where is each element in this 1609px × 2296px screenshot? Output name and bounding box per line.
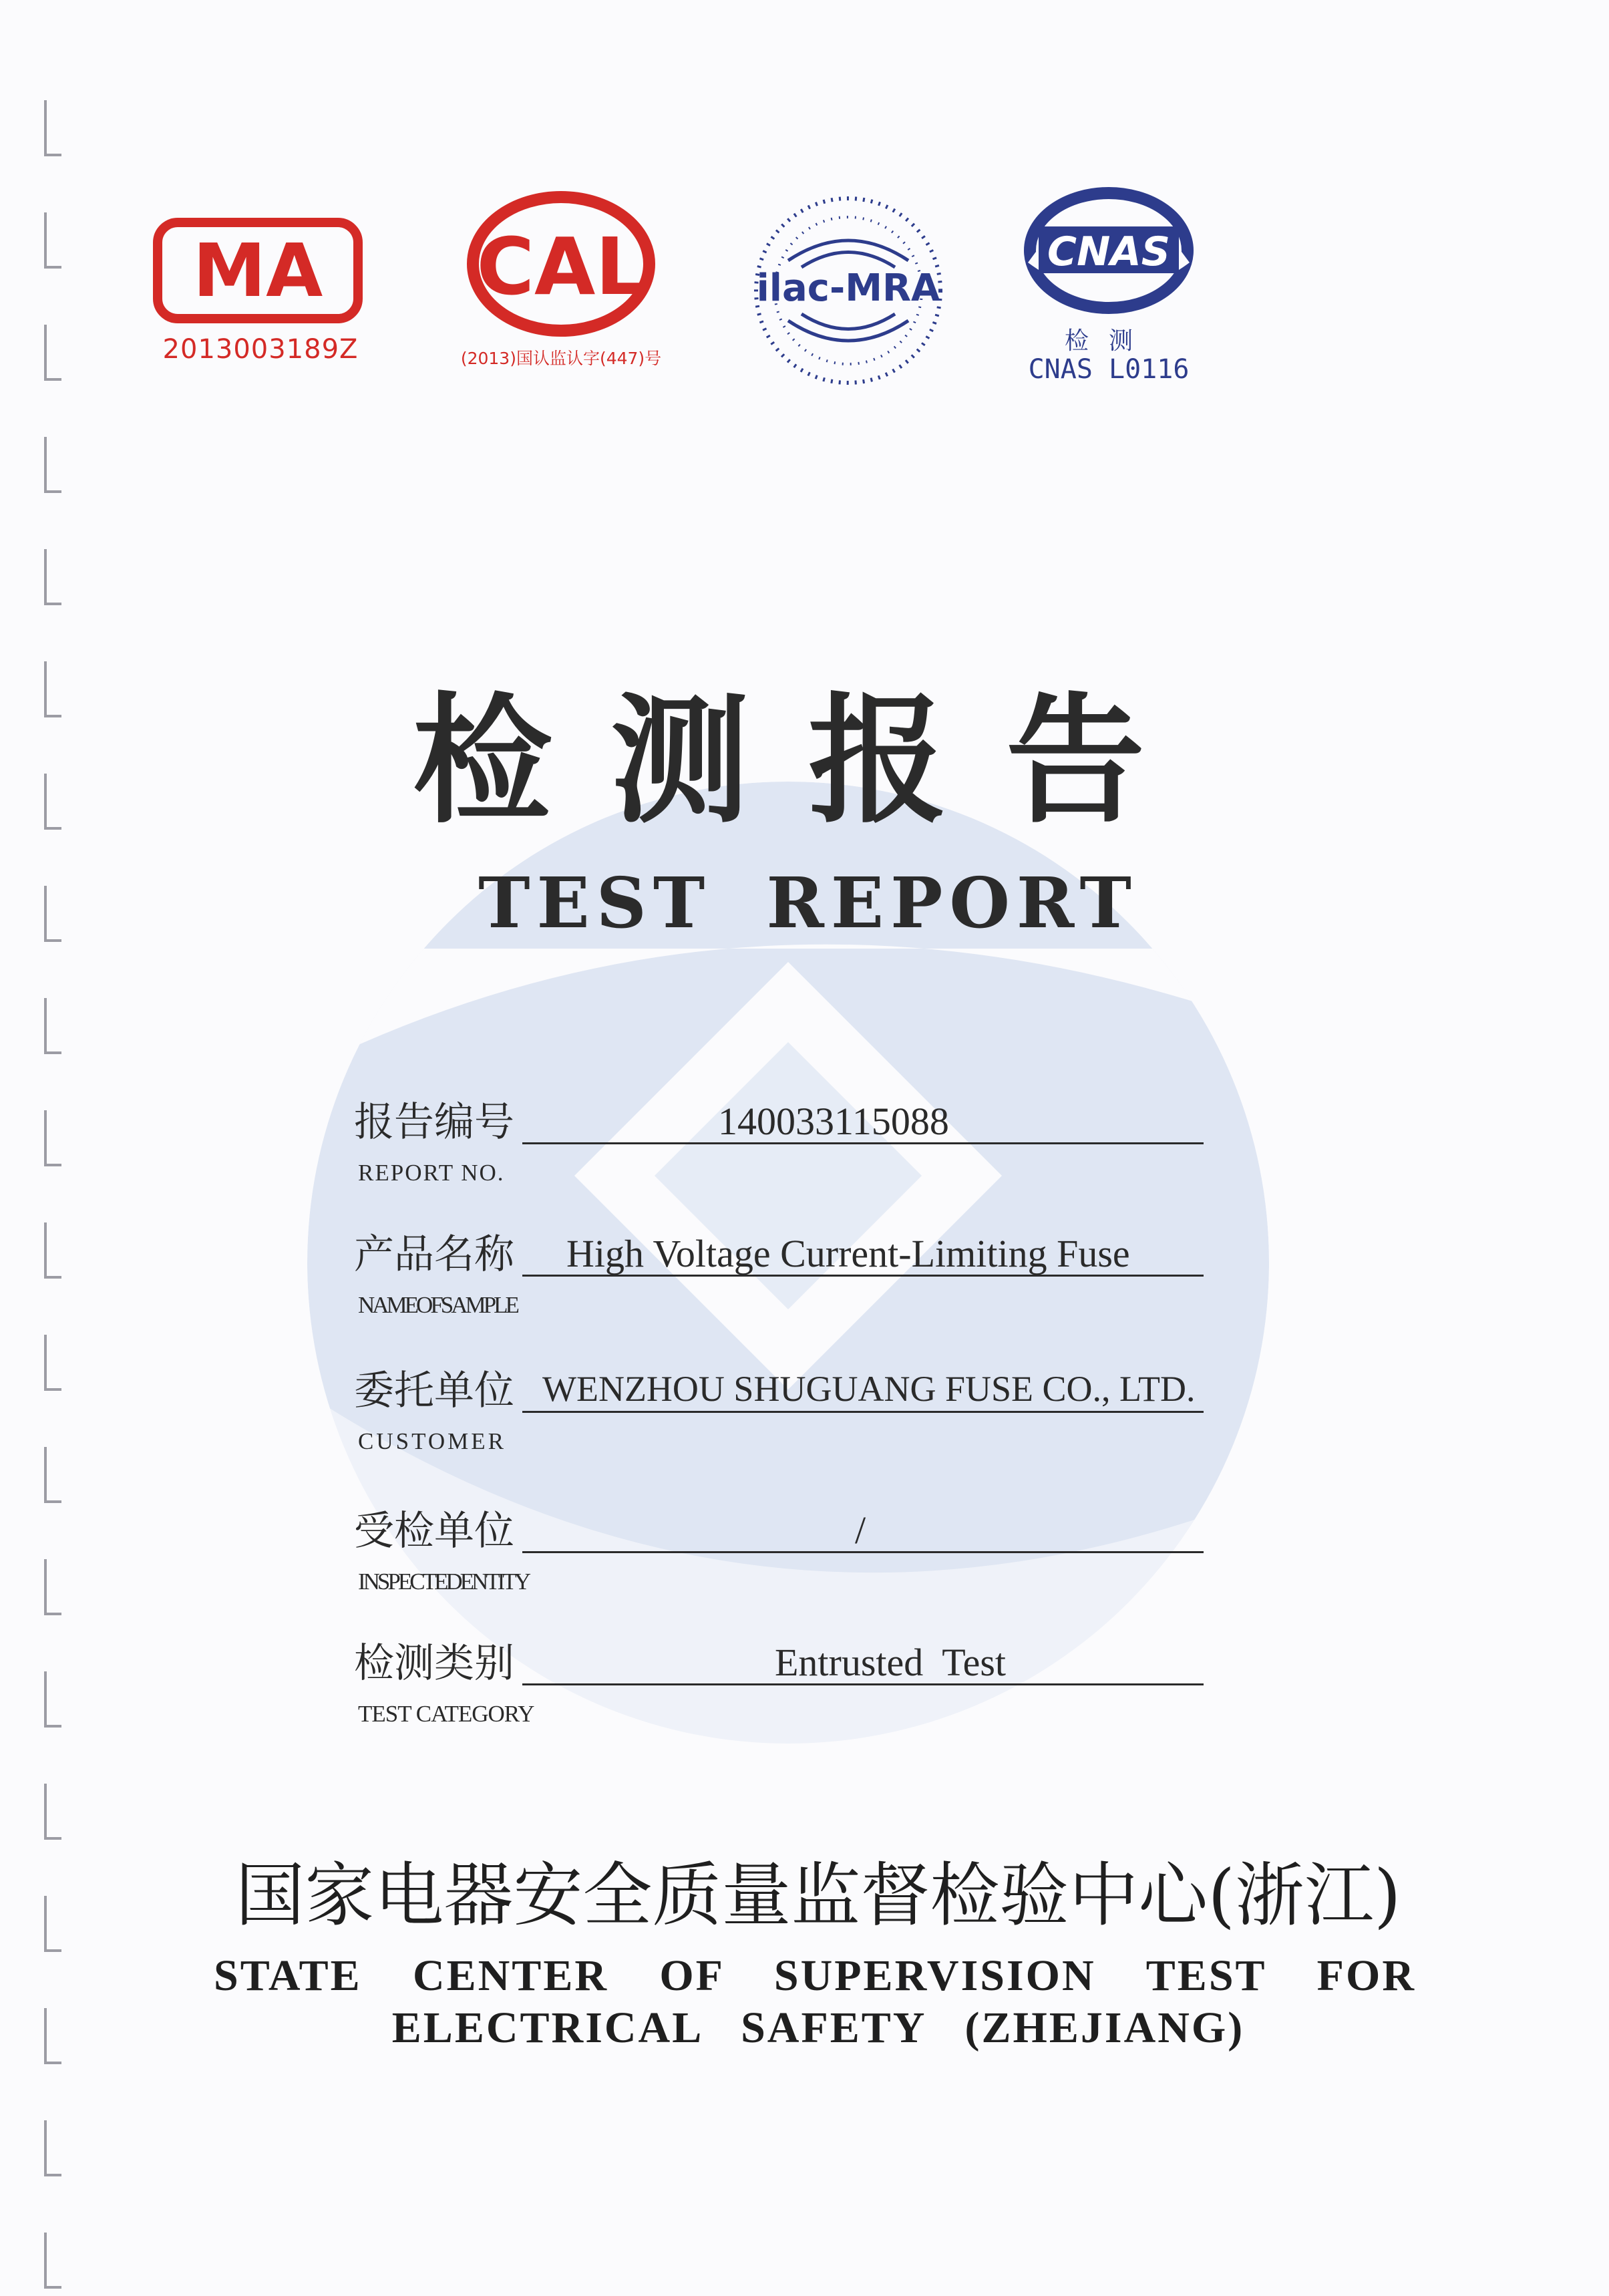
field-label-cn: 检测类别	[354, 1640, 514, 1687]
field-value: High Voltage Current-Limiting Fuse	[566, 1232, 1130, 1275]
field-label-en: REPORT NO.	[358, 1160, 505, 1186]
field-label-en: INSPECTEDENTITY	[358, 1569, 528, 1595]
field-inspected-entity	[354, 1508, 1289, 1645]
institution-name-cn: 国家电器安全质量监督检验中心(浙江)	[235, 1854, 1401, 1936]
field-label-cn: 产品名称	[354, 1231, 514, 1278]
field-value: 140033115088	[718, 1100, 949, 1143]
field-underline	[522, 1411, 1204, 1413]
cal-certificate-number: (2013)国认监认字(447)号	[460, 349, 662, 368]
ma-logo	[152, 217, 363, 324]
cnas-label-cn: 检测	[1064, 327, 1153, 355]
ma-logo-mark: MA	[192, 228, 323, 313]
field-sample-name	[354, 1231, 1289, 1368]
field-report-no	[354, 1099, 1289, 1236]
report-title-en: TEST REPORT	[478, 862, 1138, 944]
field-label-cn: 委托单位	[354, 1367, 514, 1414]
cnas-logo-mark: CNAS	[1047, 228, 1170, 275]
field-label-cn: 受检单位	[354, 1508, 514, 1554]
cal-logo-mark: CAL	[476, 220, 646, 313]
field-value: WENZHOU SHUGUANG FUSE CO., LTD.	[542, 1369, 1196, 1409]
field-test-category	[354, 1640, 1289, 1777]
report-title-cn: 检测报告	[413, 679, 1204, 842]
institution-name-en-line2: ELECTRICAL SAFETY (ZHEJIANG)	[391, 2003, 1245, 2052]
field-label-cn: 报告编号	[354, 1099, 514, 1146]
field-value: Entrusted Test	[775, 1641, 1007, 1684]
field-value: /	[855, 1508, 866, 1552]
field-label-en: TEST CATEGORY	[358, 1701, 534, 1727]
cnas-accreditation-code: CNAS L0116	[1028, 354, 1190, 385]
field-label-en: NAMEOFSAMPLE	[358, 1292, 517, 1318]
ma-certificate-number: 2013003189Z	[162, 334, 359, 365]
institution-name-en-line1: STATE CENTER OF SUPERVISION TEST FOR	[214, 1951, 1416, 2000]
field-customer	[354, 1367, 1289, 1504]
cal-logo	[464, 187, 658, 341]
field-label-en: CUSTOMER	[358, 1428, 506, 1454]
ilac-mra-logo	[748, 194, 948, 387]
cnas-logo	[1019, 184, 1199, 321]
ilac-mra-mark: ilac-MRA	[756, 267, 940, 310]
